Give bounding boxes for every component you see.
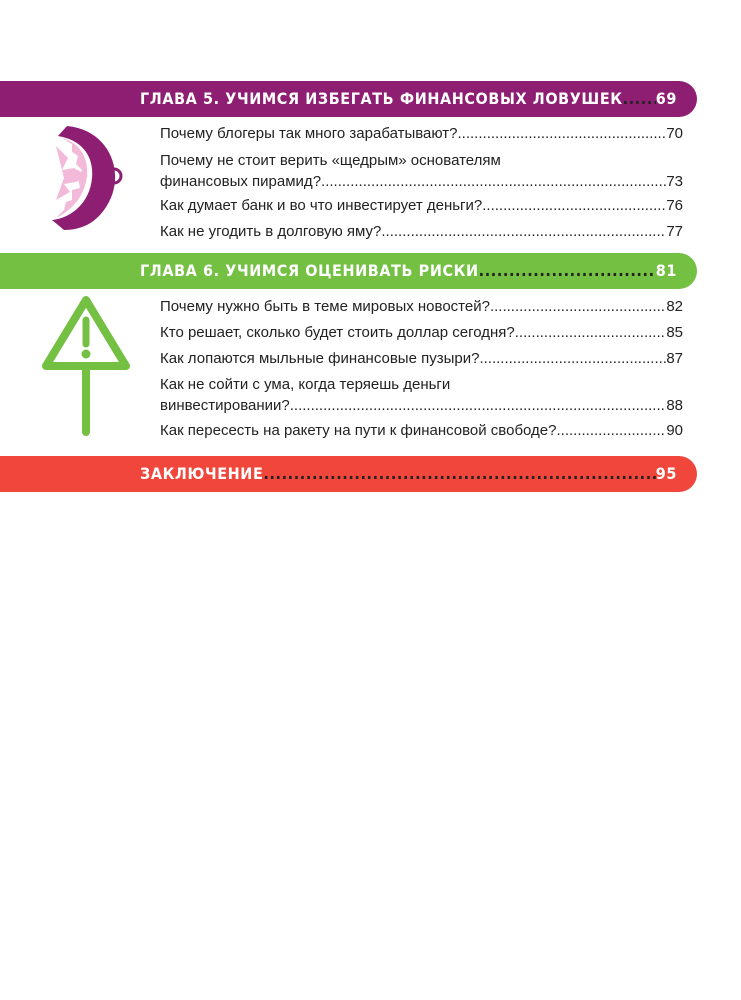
- dot-leader: [482, 195, 666, 216]
- toc-entry-page: 88: [666, 397, 683, 414]
- warning-sign-icon: [38, 292, 134, 442]
- chapter-6-heading: [140, 253, 677, 289]
- toc-entry-6-5[interactable]: [160, 420, 683, 441]
- conclusion-banner[interactable]: [0, 456, 697, 492]
- toc-entry-page: 85: [666, 324, 683, 341]
- toc-entry-title: Кто решает, сколько будет стоить доллар сегодня?: [160, 324, 515, 341]
- dot-leader: [515, 322, 667, 343]
- toc-entry-title: Почему нужно быть в теме мировых новостей?: [160, 298, 490, 315]
- toc-entry-title: Как пересесть на ракету на пути к финансовой свободе?: [160, 422, 557, 439]
- toc-entry-page: 90: [666, 422, 683, 439]
- chapter-5-leader: [623, 81, 656, 117]
- chapter-6-leader: [479, 253, 656, 289]
- conclusion-page: 95: [655, 464, 677, 483]
- dot-leader: [321, 171, 666, 192]
- chapter-6-page: 81: [655, 261, 677, 280]
- chapter-5-heading: [140, 81, 677, 117]
- toc-entry-5-2[interactable]: [160, 150, 683, 192]
- dot-leader: [479, 348, 666, 369]
- toc-entry-5-4[interactable]: [160, 221, 683, 242]
- toc-entry-6-2[interactable]: [160, 322, 683, 343]
- toc-entry-5-3[interactable]: [160, 195, 683, 216]
- conclusion-title: ЗАКЛЮЧЕНИЕ: [140, 464, 264, 483]
- toc-entry-page: 87: [666, 350, 683, 367]
- toc-entry-page: 73: [666, 173, 683, 190]
- toc-entry-page: 70: [666, 125, 683, 142]
- bear-trap-icon: [42, 118, 132, 238]
- dot-leader: [381, 221, 666, 242]
- dot-leader: [557, 420, 667, 441]
- toc-entry-title: Как не угодить в долговую яму?: [160, 223, 382, 240]
- chapter-6-title: ГЛАВА 6. УЧИМСЯ ОЦЕНИВАТЬ РИСКИ: [140, 261, 479, 280]
- toc-entry-title-cont: финансовых пирамид?: [160, 173, 322, 190]
- toc-entry-page: 77: [666, 223, 683, 240]
- toc-entry-5-1[interactable]: [160, 123, 683, 144]
- chapter-5-page: 69: [655, 89, 677, 108]
- toc-entry-title: Как думает банк и во что инвестирует деньги?: [160, 197, 483, 214]
- toc-entry-title-cont: винвестировании?: [160, 397, 290, 414]
- chapter-6-banner[interactable]: [0, 253, 697, 289]
- toc-entry-6-4[interactable]: [160, 374, 683, 416]
- dot-leader: [490, 296, 666, 317]
- conclusion-heading: [140, 456, 677, 492]
- toc-entry-title: Как не сойти с ума, когда теряешь деньги: [160, 376, 451, 393]
- toc-entry-page: 82: [666, 298, 683, 315]
- dot-leader: [290, 395, 667, 416]
- toc-entry-6-1[interactable]: [160, 296, 683, 317]
- toc-entry-title: Как лопаются мыльные финансовые пузыри?: [160, 350, 480, 367]
- toc-entry-title: Почему блогеры так много зарабатывают?: [160, 125, 458, 142]
- dot-leader: [458, 123, 667, 144]
- conclusion-leader: [263, 456, 655, 492]
- toc-entry-title: Почему не стоит верить «щедрым» основателям: [160, 152, 501, 169]
- toc-entry-page: 76: [666, 197, 683, 214]
- chapter-5-title: ГЛАВА 5. УЧИМСЯ ИЗБЕГАТЬ ФИНАНСОВЫХ ЛОВУШЕК: [140, 89, 623, 108]
- chapter-5-banner[interactable]: [0, 81, 697, 117]
- toc-entry-6-3[interactable]: [160, 348, 683, 369]
